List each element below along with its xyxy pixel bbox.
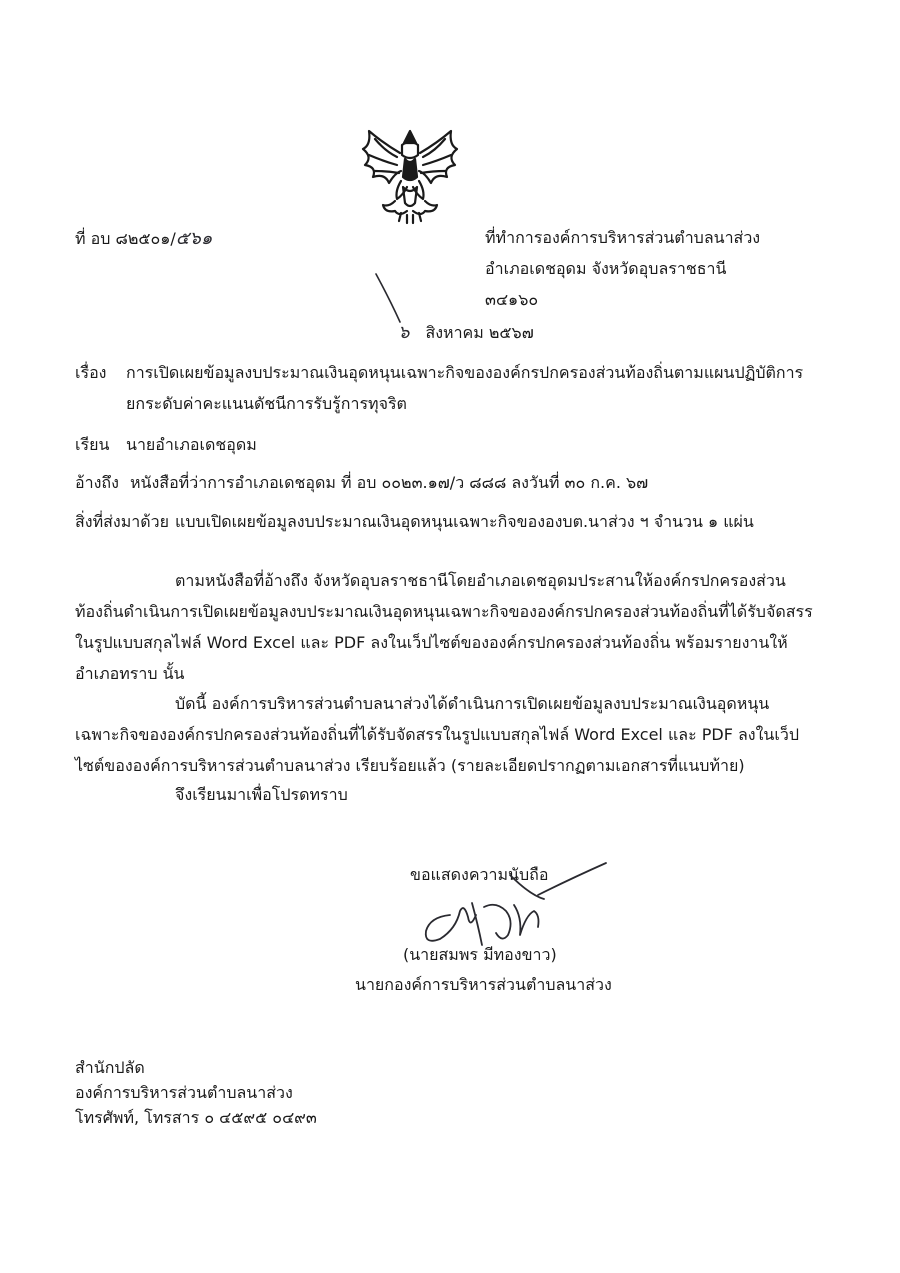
garuda-emblem-icon	[355, 125, 465, 225]
handwritten-signature	[410, 855, 610, 955]
reference-label: อ้างถึง	[75, 473, 119, 492]
para2-line-2: เฉพาะกิจขององค์กรปกครองส่วนท้องถิ่นที่ได้รับจัดสรรในรูปแบบสกุลไฟล์ Word Excel และ PDF ลงในเว็ป	[75, 725, 799, 744]
subject-line-2: ยกระดับค่าคะแนนดัชนีการรับรู้การทุจริต	[126, 394, 407, 413]
document-number	[75, 228, 212, 250]
footer-department: สำนักปลัด	[75, 1058, 145, 1077]
footer-contact: โทรศัพท์, โทรสาร ๐ ๔๕๙๕ ๐๔๙๓	[75, 1108, 317, 1127]
enclosure-label: สิ่งที่ส่งมาด้วย	[75, 512, 169, 531]
para1-line-3: ในรูปแบบสกุลไฟล์ Word Excel และ PDF ลงในเว็ปไซต์ขององค์กรปกครองส่วนท้องถิ่น พร้อมรายงานให้	[75, 633, 788, 652]
para2-line-1: บัดนี้ องค์การบริหารส่วนตำบลนาส่วงได้ดำเนินการเปิดเผยข้อมูลงบประมาณเงินอุดหนุน	[175, 694, 770, 713]
para1-line-2: ท้องถิ่นดำเนินการเปิดเผยข้อมูลงบประมาณเงินอุดหนุนเฉพาะกิจขององค์กรปกครองส่วนท้องถิ่นที่ได้รับจัดสรร	[75, 602, 813, 621]
body-paragraph-1	[75, 565, 813, 689]
recipient-label: เรียน	[75, 435, 110, 454]
date-day-handwritten: ๖	[398, 322, 410, 343]
signatory-position: นายกองค์การบริหารส่วนตำบลนาส่วง	[355, 975, 612, 994]
office-address	[485, 228, 760, 321]
signatory-name: (นายสมพร มีทองขาว)	[403, 945, 557, 964]
recipient-value: นายอำเภอเดชอุดม	[126, 435, 257, 454]
signature-closing: ขอแสดงความนับถือ	[410, 865, 549, 884]
office-line-3: ๓๔๑๖๐	[485, 290, 539, 309]
office-line-2: อำเภอเดชอุดม จังหวัดอุบลราชธานี	[485, 259, 727, 278]
office-line-1: ที่ทำการองค์การบริหารส่วนตำบลนาส่วง	[485, 228, 761, 247]
body-paragraph-2	[75, 688, 799, 781]
reference-value: หนังสือที่ว่าการอำเภอเดชอุดม ที่ อบ ๐๐๒๓.๑๗/ว ๘๘๘ ลงวันที่ ๓๐ ก.ค. ๖๗	[130, 473, 649, 492]
para2-line-3: ไซต์ขององค์การบริหารส่วนตำบลนาส่วง เรียบร้อยแล้ว (รายละเอียดปรากฏตามเอกสารที่แนบท้าย)	[75, 756, 745, 775]
date-month-year: สิงหาคม ๒๕๖๗	[425, 323, 534, 342]
document-number-printed: ที่ อบ ๘๒๕๐๑/	[75, 229, 176, 248]
closing-request: จึงเรียนมาเพื่อโปรดทราบ	[175, 785, 348, 804]
para1-line-1: ตามหนังสือที่อ้างถึง จังหวัดอุบลราชธานีโดยอำเภอเดชอุดมประสานให้องค์กรปกครองส่วน	[175, 571, 786, 590]
document-date	[398, 322, 534, 344]
document-number-handwritten: ๕๖๑	[175, 228, 213, 249]
footer-organization: องค์การบริหารส่วนตำบลนาส่วง	[75, 1083, 293, 1102]
enclosure-value: แบบเปิดเผยข้อมูลงบประมาณเงินอุดหนุนเฉพาะกิจขององบต.นาส่วง ฯ จำนวน ๑ แผ่น	[175, 512, 754, 531]
subject-label: เรื่อง	[75, 363, 107, 382]
subject-line-1: การเปิดเผยข้อมูลงบประมาณเงินอุดหนุนเฉพาะกิจขององค์กรปกครองส่วนท้องถิ่นตามแผนปฏิบัติการ	[126, 363, 804, 382]
para1-line-4: อำเภอทราบ นั้น	[75, 664, 185, 683]
